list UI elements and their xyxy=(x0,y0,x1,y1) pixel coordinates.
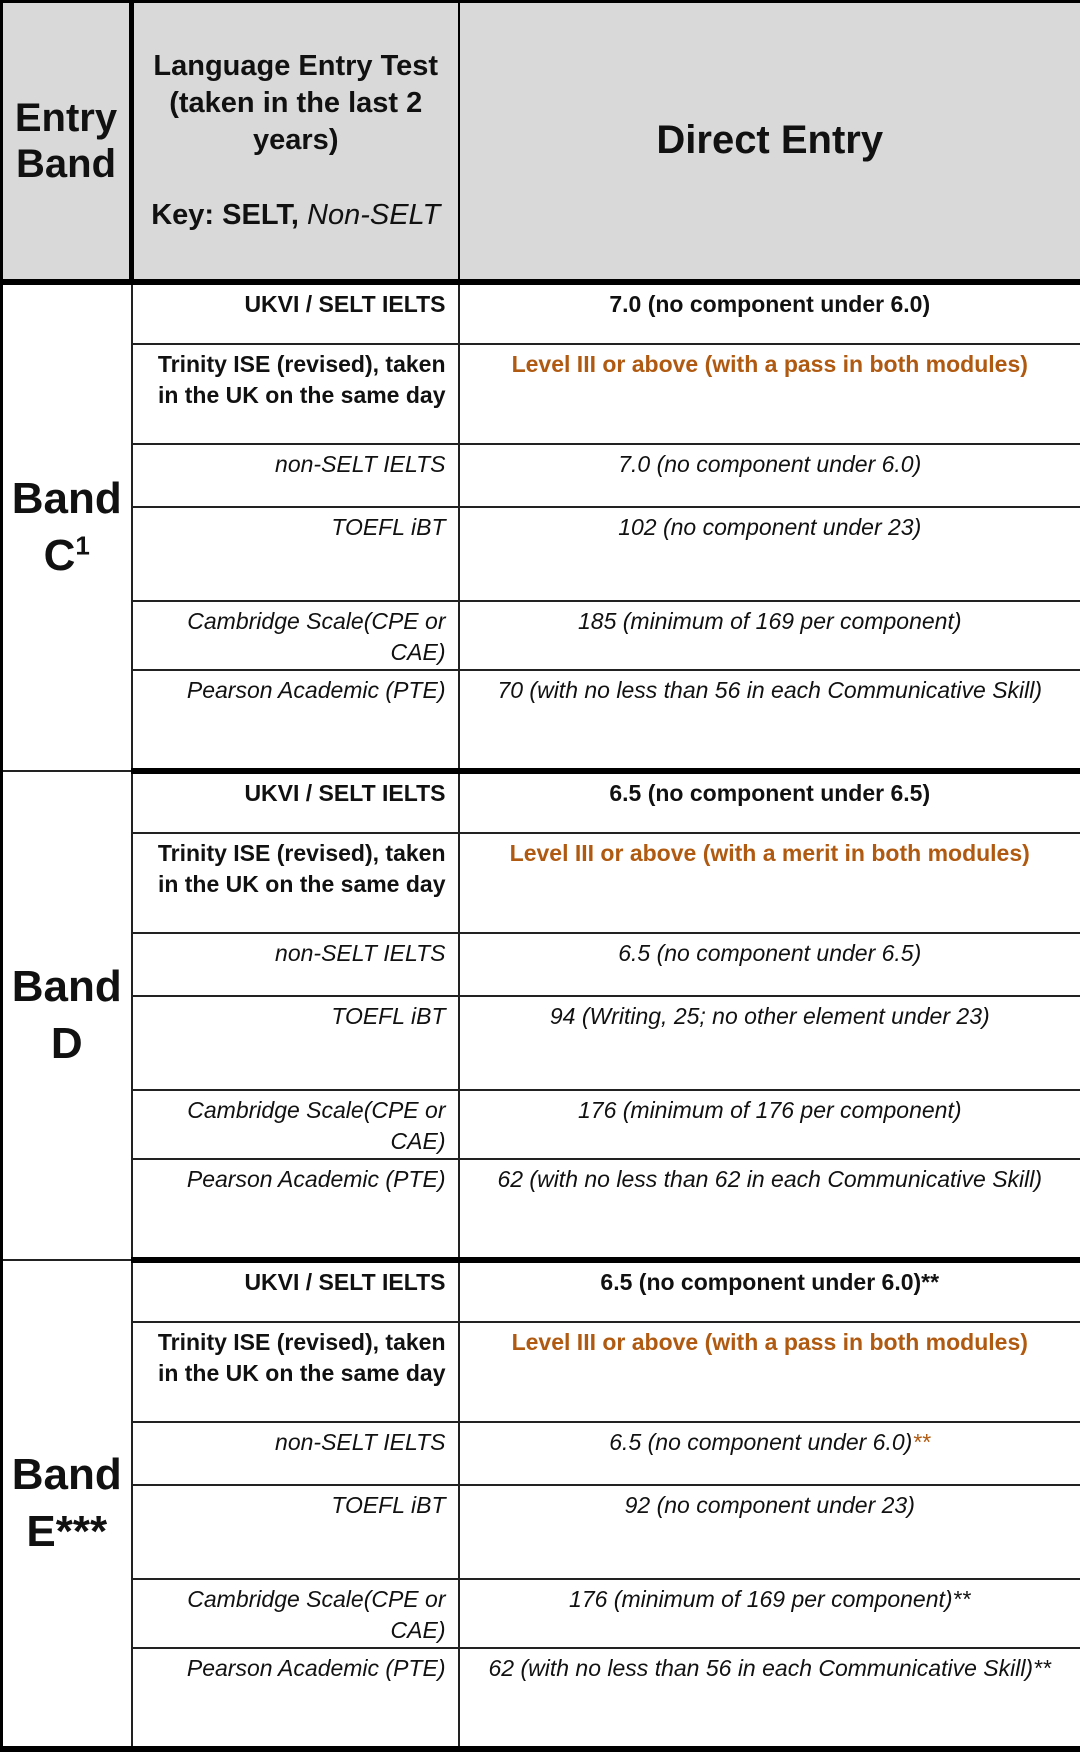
entry-requirement: 102 (no component under 23) xyxy=(459,507,1080,602)
table-row xyxy=(2,1648,1080,1749)
entry-requirement: 176 (minimum of 176 per component) xyxy=(459,1090,1080,1159)
entry-requirement: 62 (with no less than 56 in each Communicative Skill)** xyxy=(459,1648,1080,1749)
entry-band-header xyxy=(2,2,132,282)
test-label: Cambridge Scale(CPE or CAE) xyxy=(132,1579,459,1648)
entry-requirement: Level III or above (with a pass in both modules) xyxy=(459,1322,1080,1422)
table-row xyxy=(2,507,1080,602)
table-row xyxy=(2,771,1080,834)
entry-requirement: 6.5 (no component under 6.0)** xyxy=(459,1422,1080,1485)
entry-requirement: 70 (with no less than 56 in each Communicative Skill) xyxy=(459,670,1080,771)
band-label: Band E*** xyxy=(2,1260,132,1749)
table-row xyxy=(2,601,1080,670)
table-row xyxy=(2,1579,1080,1648)
table-row xyxy=(2,670,1080,771)
header-row xyxy=(2,2,1080,282)
test-label: Pearson Academic (PTE) xyxy=(132,670,459,771)
entry-requirement: 94 (Writing, 25; no other element under 23) xyxy=(459,996,1080,1091)
test-label: non-SELT IELTS xyxy=(132,444,459,507)
test-label: non-SELT IELTS xyxy=(132,933,459,996)
entry-requirement: Level III or above (with a merit in both modules) xyxy=(459,833,1080,933)
test-label: Trinity ISE (revised), taken in the UK on the same day xyxy=(132,833,459,933)
footnote-asterisks: ** xyxy=(912,1429,931,1456)
table-row xyxy=(2,996,1080,1091)
band-label: Band $C^1$ xyxy=(2,282,132,771)
table-row xyxy=(2,282,1080,345)
table-row xyxy=(2,833,1080,933)
table-row xyxy=(2,344,1080,444)
entry-requirement: 185 (minimum of 169 per component) xyxy=(459,601,1080,670)
selt-key-bold: Key: SELT, xyxy=(151,198,299,231)
language-test-title: Language Entry Test (taken in the last 2 years) xyxy=(153,49,439,156)
selt-key-italic: Non-SELT xyxy=(298,198,441,231)
entry-band-label-line2: Band xyxy=(16,141,116,186)
test-label: Trinity ISE (revised), taken in the UK on the same day xyxy=(132,1322,459,1422)
table-row xyxy=(2,1090,1080,1159)
test-label: Trinity ISE (revised), taken in the UK on the same day xyxy=(132,344,459,444)
table-row xyxy=(2,444,1080,507)
test-label: TOEFL iBT xyxy=(132,1485,459,1580)
table-row xyxy=(2,1322,1080,1422)
band-label: Band D xyxy=(2,771,132,1260)
direct-entry-header: Direct Entry xyxy=(459,2,1080,282)
table-row xyxy=(2,933,1080,996)
test-label: non-SELT IELTS xyxy=(132,1422,459,1485)
test-label: TOEFL iBT xyxy=(132,507,459,602)
selt-key xyxy=(140,197,452,234)
test-label: Pearson Academic (PTE) xyxy=(132,1159,459,1260)
table-row xyxy=(2,1485,1080,1580)
entry-requirement: 92 (no component under 23) xyxy=(459,1485,1080,1580)
table-row xyxy=(2,1260,1080,1323)
entry-requirement: 62 (with no less than 62 in each Communicative Skill) xyxy=(459,1159,1080,1260)
test-label: UKVI / SELT IELTS xyxy=(132,771,459,834)
test-label: TOEFL iBT xyxy=(132,996,459,1091)
language-test-header xyxy=(132,2,459,282)
entry-requirement: 6.5 (no component under 6.0)** xyxy=(459,1260,1080,1323)
entry-requirement: 7.0 (no component under 6.0) xyxy=(459,444,1080,507)
entry-band-label-line1: Entry xyxy=(14,95,118,140)
entry-requirement: 176 (minimum of 169 per component)** xyxy=(459,1579,1080,1648)
entry-requirement: 6.5 (no component under 6.5) xyxy=(459,771,1080,834)
band-superscript: 1 xyxy=(75,530,90,561)
test-label: Pearson Academic (PTE) xyxy=(132,1648,459,1749)
table-row xyxy=(2,1159,1080,1260)
test-label: Cambridge Scale(CPE or CAE) xyxy=(132,601,459,670)
entry-requirement: 6.5 (no component under 6.5) xyxy=(459,933,1080,996)
entry-requirement: 7.0 (no component under 6.0) xyxy=(459,282,1080,345)
test-label: UKVI / SELT IELTS xyxy=(132,282,459,345)
entry-requirement: Level III or above (with a pass in both modules) xyxy=(459,344,1080,444)
test-label: UKVI / SELT IELTS xyxy=(132,1260,459,1323)
table-row xyxy=(2,1422,1080,1485)
test-label: Cambridge Scale(CPE or CAE) xyxy=(132,1090,459,1159)
